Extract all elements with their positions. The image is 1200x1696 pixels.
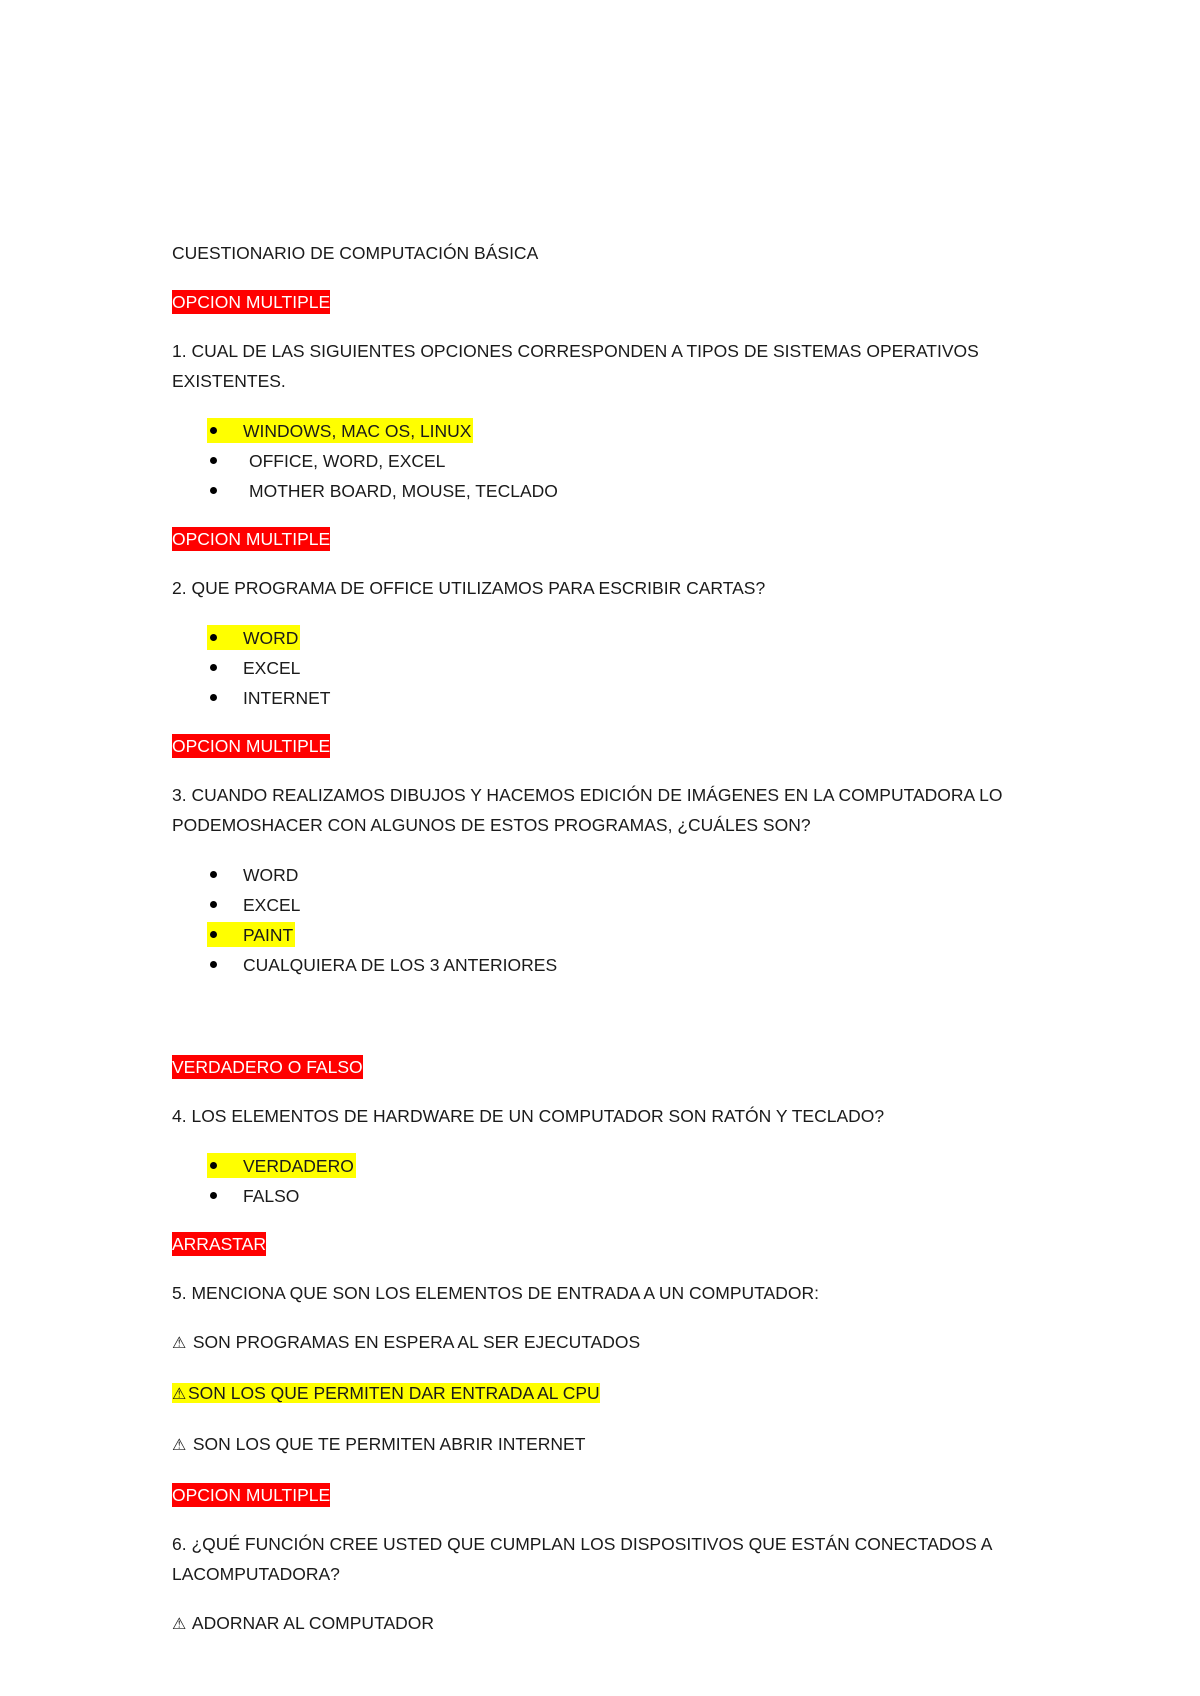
- q1-type-tag: OPCION MULTIPLE: [172, 292, 331, 312]
- q2-question: 2. QUE PROGRAMA DE OFFICE UTILIZAMOS PARA ESCRIBIR CARTAS?: [172, 578, 766, 598]
- bullet-dot-icon: [210, 694, 217, 701]
- answer-highlight: PAINT: [207, 922, 295, 947]
- bullet-dot-icon: [210, 664, 217, 671]
- q1-option-1[interactable]: [172, 415, 1052, 445]
- q5-type-tag: ARRASTAR: [172, 1234, 266, 1254]
- q5-option-1[interactable]: ⚠ SON PROGRAMAS EN ESPERA AL SER EJECUTADOS: [172, 1327, 1052, 1359]
- bullet-dot-icon: [210, 871, 217, 878]
- q5-option-2[interactable]: [172, 1378, 1052, 1410]
- warning-triangle-icon: ⚠: [172, 1437, 187, 1454]
- q6-type-tag: OPCION MULTIPLE: [172, 1485, 331, 1505]
- warning-triangle-icon: ⚠: [172, 1386, 187, 1403]
- q3-options: [172, 859, 1052, 979]
- bullet-dot-icon: [210, 427, 217, 434]
- document-title: CUESTIONARIO DE COMPUTACIÓN BÁSICA: [172, 243, 539, 263]
- document-page: [172, 238, 1052, 1659]
- q2-option-3[interactable]: INTERNET: [172, 682, 1052, 712]
- q3-option-2[interactable]: EXCEL: [172, 889, 1052, 919]
- bullet-dot-icon: [210, 1162, 217, 1169]
- bullet-dot-icon: [210, 961, 217, 968]
- q4-option-1[interactable]: [172, 1150, 1052, 1180]
- q6-question: 6. ¿QUÉ FUNCIÓN CREE USTED QUE CUMPLAN LOS DISPOSITIVOS QUE ESTÁN CONECTADOS A LACOMPUTADORA?: [172, 1534, 992, 1584]
- q3-type-tag: OPCION MULTIPLE: [172, 736, 331, 756]
- q3-question: 3. CUANDO REALIZAMOS DIBUJOS Y HACEMOS EDICIÓN DE IMÁGENES EN LA COMPUTADORA LO PODEMOSHACER CON ALGUNOS DE ESTOS PROGRAMAS, ¿CUÁLES SON?: [172, 785, 1003, 835]
- answer-highlight: VERDADERO: [207, 1153, 356, 1178]
- answer-highlight: ⚠SON LOS QUE PERMITEN DAR ENTRADA AL CPU: [172, 1383, 600, 1403]
- bullet-dot-icon: [210, 457, 217, 464]
- q1-option-2[interactable]: OFFICE, WORD, EXCEL: [172, 445, 1052, 475]
- q3-option-1[interactable]: WORD: [172, 859, 1052, 889]
- bullet-dot-icon: [210, 634, 217, 641]
- q3-option-4[interactable]: CUALQUIERA DE LOS 3 ANTERIORES: [172, 949, 1052, 979]
- q2-option-2[interactable]: EXCEL: [172, 652, 1052, 682]
- warning-triangle-icon: ⚠: [172, 1616, 187, 1633]
- q4-type-tag: VERDADERO O FALSO: [172, 1057, 363, 1077]
- q4-option-2[interactable]: FALSO: [172, 1180, 1052, 1210]
- q6-option-1[interactable]: ⚠ ADORNAR AL COMPUTADOR: [172, 1608, 1052, 1640]
- q2-options: [172, 622, 1052, 712]
- q4-question: 4. LOS ELEMENTOS DE HARDWARE DE UN COMPUTADOR SON RATÓN Y TECLADO?: [172, 1106, 885, 1126]
- q1-question: 1. CUAL DE LAS SIGUIENTES OPCIONES CORRESPONDEN A TIPOS DE SISTEMAS OPERATIVOS EXISTENTES.: [172, 341, 979, 391]
- bullet-dot-icon: [210, 487, 217, 494]
- q4-options: [172, 1150, 1052, 1210]
- q3-option-3[interactable]: [172, 919, 1052, 949]
- warning-triangle-icon: ⚠: [172, 1335, 187, 1352]
- q2-option-1[interactable]: [172, 622, 1052, 652]
- q2-type-tag: OPCION MULTIPLE: [172, 529, 331, 549]
- q1-options: [172, 415, 1052, 505]
- q5-option-3[interactable]: ⚠ SON LOS QUE TE PERMITEN ABRIR INTERNET: [172, 1429, 1052, 1461]
- answer-highlight: WORD: [207, 625, 300, 650]
- q1-option-3[interactable]: MOTHER BOARD, MOUSE, TECLADO: [172, 475, 1052, 505]
- blank-space: [172, 998, 1052, 1052]
- bullet-dot-icon: [210, 901, 217, 908]
- bullet-dot-icon: [210, 1192, 217, 1199]
- bullet-dot-icon: [210, 931, 217, 938]
- q5-question: 5. MENCIONA QUE SON LOS ELEMENTOS DE ENTRADA A UN COMPUTADOR:: [172, 1283, 819, 1303]
- answer-highlight: WINDOWS, MAC OS, LINUX: [207, 418, 473, 443]
